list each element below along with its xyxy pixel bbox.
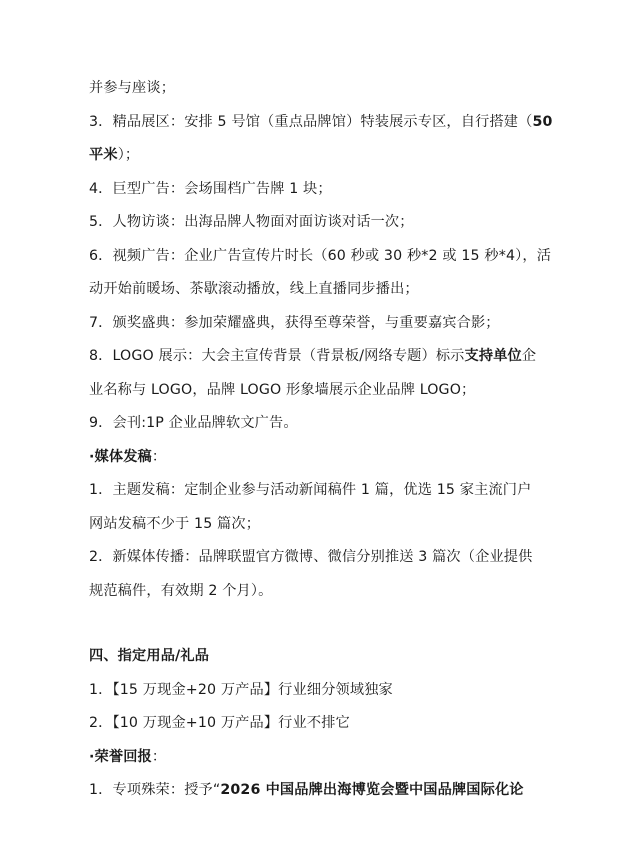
text-line: [89, 307, 547, 341]
bold-text: 50: [532, 113, 553, 130]
section-spacer: [89, 608, 547, 640]
text-line: [89, 541, 547, 575]
bold-text: ·媒体发稿: [89, 448, 152, 465]
body-text: ：: [151, 748, 167, 765]
body-text: ：: [151, 448, 167, 465]
body-text: 2．【10 万现金+10 万产品】行业不排它: [89, 715, 350, 731]
text-line: [89, 575, 547, 609]
text-line: [89, 474, 547, 508]
body-text: 1．专项殊荣：授予“: [89, 782, 221, 798]
text-line: [89, 273, 547, 307]
body-text: 4．巨型广告：会场围档广告牌 1 块；: [89, 180, 332, 197]
body-text: 3．精品展区：安排 5 号馆（重点品牌馆）特装展示专区，自行搭建（: [89, 113, 533, 130]
text-line: [89, 374, 547, 408]
body-text: 1．主题发稿：定制企业参与活动新闻稿件 1 篇，优选 15 家主流门户: [89, 482, 532, 498]
text-line: [89, 674, 547, 708]
text-line: [89, 407, 547, 441]
text-line: [89, 707, 547, 741]
body-text: 6．视频广告：企业广告宣传片时长（60 秒或 30 秒*2 或 15 秒*4），活: [89, 247, 552, 264]
text-line: [89, 640, 547, 674]
body-text: 8．LOGO 展示：大会主宣传背景（背景板/网络专题）标示: [89, 348, 465, 364]
text-line: [89, 72, 547, 106]
body-text: ）；: [117, 147, 140, 163]
bold-text: ·荣誉回报: [89, 748, 152, 765]
text-line: [89, 441, 547, 475]
body-text: 5．人物访谈：出海品牌人物面对面访谈对话一次；: [89, 214, 414, 230]
body-text: 网站发稿不少于 15 篇次；: [89, 515, 261, 532]
document-body: [89, 72, 553, 808]
body-text: 并参与座谈；: [89, 80, 176, 96]
text-line: [89, 741, 547, 775]
text-line: [89, 106, 553, 140]
text-line: [89, 508, 547, 542]
text-line: [89, 173, 547, 207]
body-text: 规范稿件，有效期 2 个月）。: [89, 582, 273, 599]
body-text: 9．会刊:1P 企业品牌软文广告。: [89, 415, 298, 431]
bold-text: 平米: [89, 147, 118, 163]
body-text: 业名称与 LOGO，品牌 LOGO 形象墙展示企业品牌 LOGO；: [89, 381, 476, 398]
bold-text: 支持单位: [464, 348, 522, 364]
bold-text: 四、指定用品/礼品: [89, 648, 210, 664]
body-text: 7．颁奖盛典：参加荣耀盛典，获得至尊荣誉，与重要嘉宾合影；: [89, 314, 500, 331]
bold-text: 2026 中国品牌出海博览会暨中国品牌国际化论: [220, 782, 524, 798]
text-line: [89, 340, 547, 374]
body-text: 2．新媒体传播：品牌联盟官方微博、微信分别推送 3 篇次（企业提供: [89, 549, 533, 565]
body-text: 企: [521, 348, 537, 364]
body-text: 1．【15 万现金+20 万产品】行业细分领域独家: [89, 681, 393, 698]
text-line: [89, 774, 547, 808]
text-line: [89, 139, 547, 173]
text-line: [89, 240, 552, 274]
body-text: 动开始前暖场、茶歇滚动播放，线上直播同步播出；: [89, 281, 419, 297]
text-line: [89, 206, 547, 240]
